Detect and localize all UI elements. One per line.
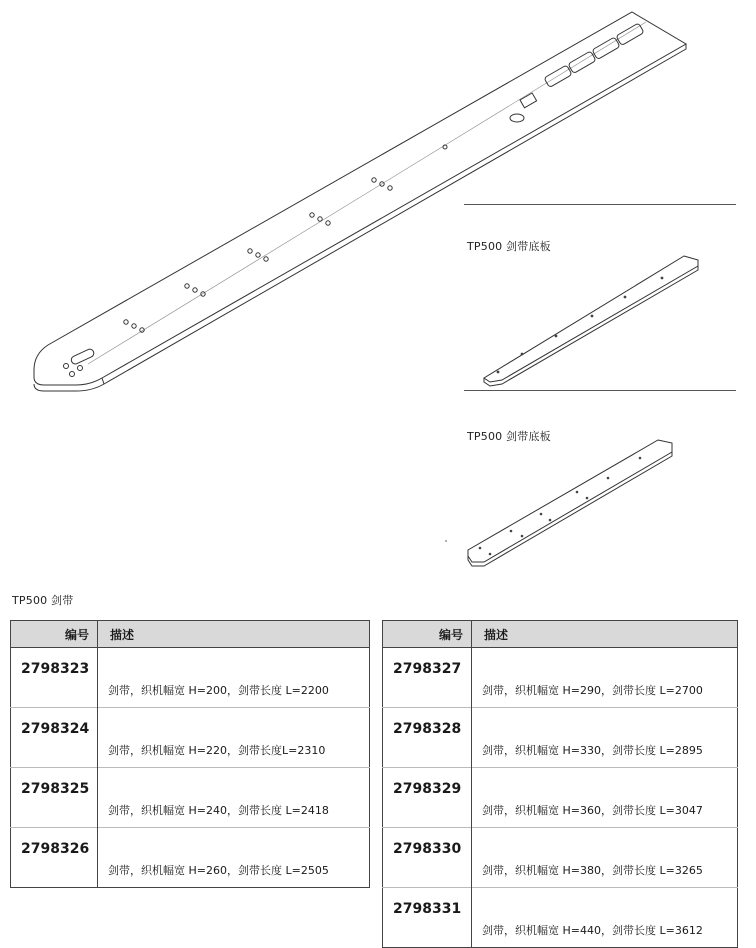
right-parts-table: [382, 620, 738, 948]
drawing-caption-2: TP500 剑带底板: [467, 430, 551, 443]
table-row: [11, 768, 370, 828]
part-description: 剑带，织机幅宽 H=360，剑带长度 L=3047: [472, 768, 738, 828]
part-code: 2798323: [11, 648, 98, 708]
part-code: 2798331: [383, 888, 472, 948]
left-parts-table: [10, 620, 370, 888]
part-description: 剑带，织机幅宽 H=220，剑带长度L=2310: [98, 708, 370, 768]
part-code: 2798325: [11, 768, 98, 828]
header-code: 编号: [383, 621, 472, 648]
part-description: 剑带，织机幅宽 H=260，剑带长度 L=2505: [98, 828, 370, 888]
part-description: 剑带，织机幅宽 H=330，剑带长度 L=2895: [472, 708, 738, 768]
table-row: [383, 708, 738, 768]
part-code: 2798330: [383, 828, 472, 888]
table-row: [383, 828, 738, 888]
part-code: 2798324: [11, 708, 98, 768]
scan-dot: [445, 540, 447, 542]
part-description: 剑带，织机幅宽 H=200，剑带长度 L=2200: [108, 684, 329, 697]
left-table-header: [11, 621, 370, 648]
part-description: 剑带，织机幅宽 H=290，剑带长度 L=2700: [482, 684, 703, 697]
header-code: 编号: [11, 621, 98, 648]
part-code: 2798326: [11, 828, 98, 888]
main-caption: TP500 剑带: [12, 594, 74, 607]
drawing-caption-1: TP500 剑带底板: [467, 240, 551, 253]
header-description: 描述: [98, 621, 370, 648]
header-description: 描述: [472, 621, 738, 648]
part-code: 2798329: [383, 768, 472, 828]
part-description: 剑带，织机幅宽 H=380，剑带长度 L=3265: [472, 828, 738, 888]
table-row: [383, 768, 738, 828]
part-description: 剑带，织机幅宽 H=240，剑带长度 L=2418: [98, 768, 370, 828]
table-row: [11, 708, 370, 768]
part-code: 2798327: [383, 648, 472, 708]
part-description: 剑带，织机幅宽 H=440，剑带长度 L=3612: [472, 888, 738, 948]
right-table-header: [383, 621, 738, 648]
table-row: [383, 888, 738, 948]
table-row: [11, 828, 370, 888]
table-row: [11, 648, 370, 708]
part-code: 2798328: [383, 708, 472, 768]
table-row: [383, 648, 738, 708]
